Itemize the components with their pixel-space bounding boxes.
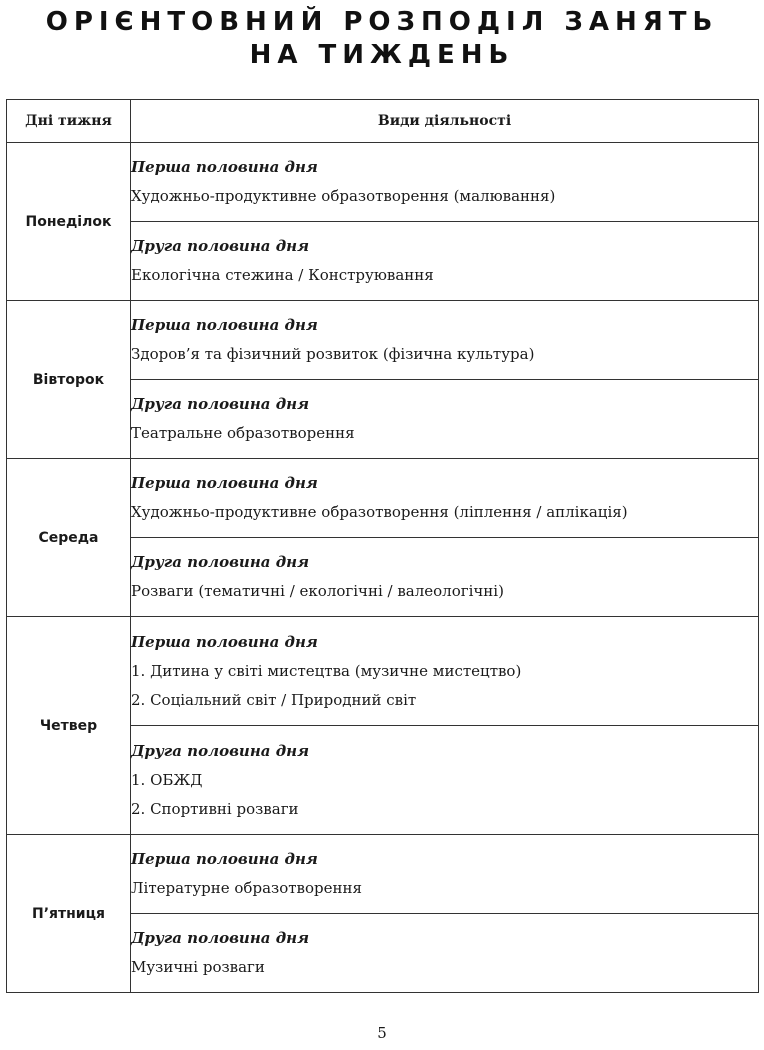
activity-item: 2. Соціальний світ / Природний світ [131, 690, 417, 709]
half-day-label: Друга половина дня [131, 553, 310, 571]
activity-item: 1. ОБЖД [131, 770, 203, 789]
activity-cell [131, 380, 759, 459]
page-number: 5 [377, 1024, 387, 1042]
activity-item: Музичні розваги [131, 958, 265, 976]
activity-cell [131, 538, 759, 617]
day-name: Середа [7, 459, 131, 617]
activity-cell [131, 726, 759, 835]
schedule-table [6, 99, 759, 993]
activity-cell [131, 143, 759, 222]
activity-cell [131, 301, 759, 380]
activity-cell [131, 617, 759, 726]
activity-item: Театральне образотворення [131, 424, 355, 442]
header-activities: Види діяльності [131, 100, 759, 143]
activity-cell [131, 459, 759, 538]
table-header-row [7, 100, 759, 143]
half-day-label: Перша половина дня [131, 316, 318, 334]
table-row [7, 835, 759, 914]
day-name: Понеділок [7, 143, 131, 301]
title-line-1: ОРІЄНТОВНИЙ РОЗПОДІЛ ЗАНЯТЬ [45, 7, 719, 37]
activity-item: Художньо-продуктивне образотворення (ліплення / аплікація) [131, 503, 628, 521]
day-name: Вівторок [7, 301, 131, 459]
table-row [7, 459, 759, 538]
title-line-2: НА ТИЖДЕНЬ [249, 40, 515, 70]
half-day-label: Перша половина дня [131, 632, 318, 651]
half-day-label: Друга половина дня [131, 741, 310, 760]
header-day: Дні тижня [7, 100, 131, 143]
half-day-label: Друга половина дня [131, 237, 310, 255]
page-title [0, 6, 764, 72]
activity-item: Художньо-продуктивне образотворення (малювання) [131, 187, 556, 205]
activity-cell [131, 222, 759, 301]
half-day-label: Друга половина дня [131, 395, 310, 413]
table-row [7, 617, 759, 726]
activity-item: Розваги (тематичні / екологічні / валеологічні) [131, 582, 504, 600]
activity-cell [131, 835, 759, 914]
activity-item: 2. Спортивні розваги [131, 799, 299, 818]
half-day-label: Друга половина дня [131, 929, 310, 947]
schedule-body [7, 143, 759, 993]
half-day-label: Перша половина дня [131, 474, 318, 492]
half-day-label: Перша половина дня [131, 850, 318, 868]
half-day-label: Перша половина дня [131, 158, 318, 176]
day-name: П’ятниця [7, 835, 131, 993]
activity-item: Здоров’я та фізичний розвиток (фізична культура) [131, 345, 535, 363]
activity-cell [131, 914, 759, 993]
activity-item: Екологічна стежина / Конструювання [131, 266, 434, 284]
table-row [7, 301, 759, 380]
activity-item: 1. Дитина у світі мистецтва (музичне мистецтво) [131, 661, 522, 680]
activity-item: Літературне образотворення [131, 879, 362, 897]
day-name: Четвер [7, 617, 131, 835]
table-row [7, 143, 759, 222]
